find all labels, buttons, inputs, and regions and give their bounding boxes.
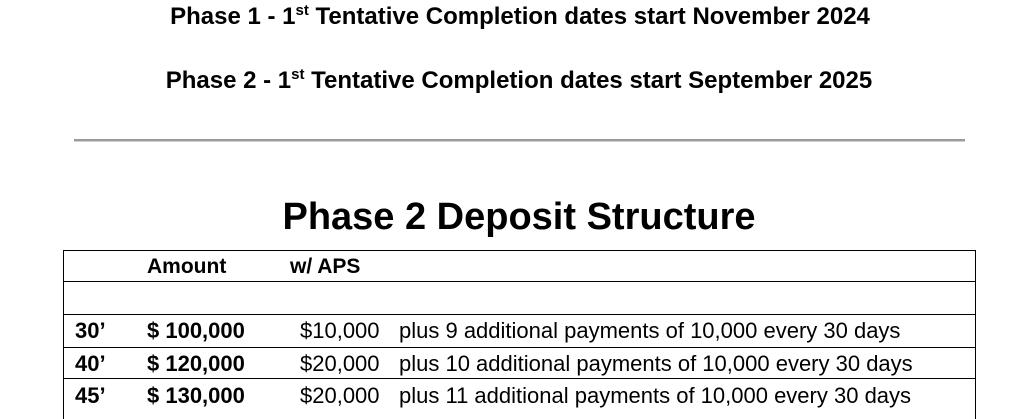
row-1-deposit: $10,000 (300, 318, 380, 343)
table-rule-row-1 (64, 347, 975, 348)
section-title: Phase 2 Deposit Structure (282, 196, 756, 238)
phase-2-ordinal-suffix: st (291, 66, 305, 83)
row-2-amount: $ 120,000 (147, 351, 245, 376)
table-rule-header (64, 281, 975, 282)
table-rule-spacer (64, 314, 975, 315)
phase-2-suffix: Tentative Completion dates start September 2025 (304, 67, 873, 94)
row-3-size: 45’ (75, 383, 106, 408)
phase-2-prefix: Phase 2 - 1 (165, 67, 292, 94)
row-3-plan: plus 11 additional payments of 10,000 every 30 days (399, 383, 912, 408)
phase-1-suffix: Tentative Completion dates start November 2024 (308, 3, 870, 30)
deposit-structure-table (63, 250, 976, 419)
header-amount: Amount (147, 255, 227, 278)
phase-2-completion-line (10, 67, 1018, 95)
row-1-plan: plus 9 additional payments of 10,000 every 30 days (399, 318, 901, 343)
phase-1-prefix: Phase 1 - 1 (170, 3, 296, 30)
header-aps: w/ APS (290, 255, 361, 278)
row-2-size: 40’ (75, 351, 106, 376)
row-3-amount: $ 130,000 (147, 383, 245, 408)
row-3-deposit: $20,000 (300, 383, 380, 408)
section-divider (74, 139, 965, 142)
row-2-deposit: $20,000 (300, 351, 380, 376)
row-1-size: 30’ (75, 318, 106, 343)
row-2-plan: plus 10 additional payments of 10,000 every 30 days (399, 351, 913, 376)
table-rule-row-2 (64, 378, 975, 379)
phase-1-ordinal-suffix: st (295, 2, 309, 19)
row-1-amount: $ 100,000 (147, 318, 245, 343)
phase-1-completion-line (11, 3, 1018, 31)
